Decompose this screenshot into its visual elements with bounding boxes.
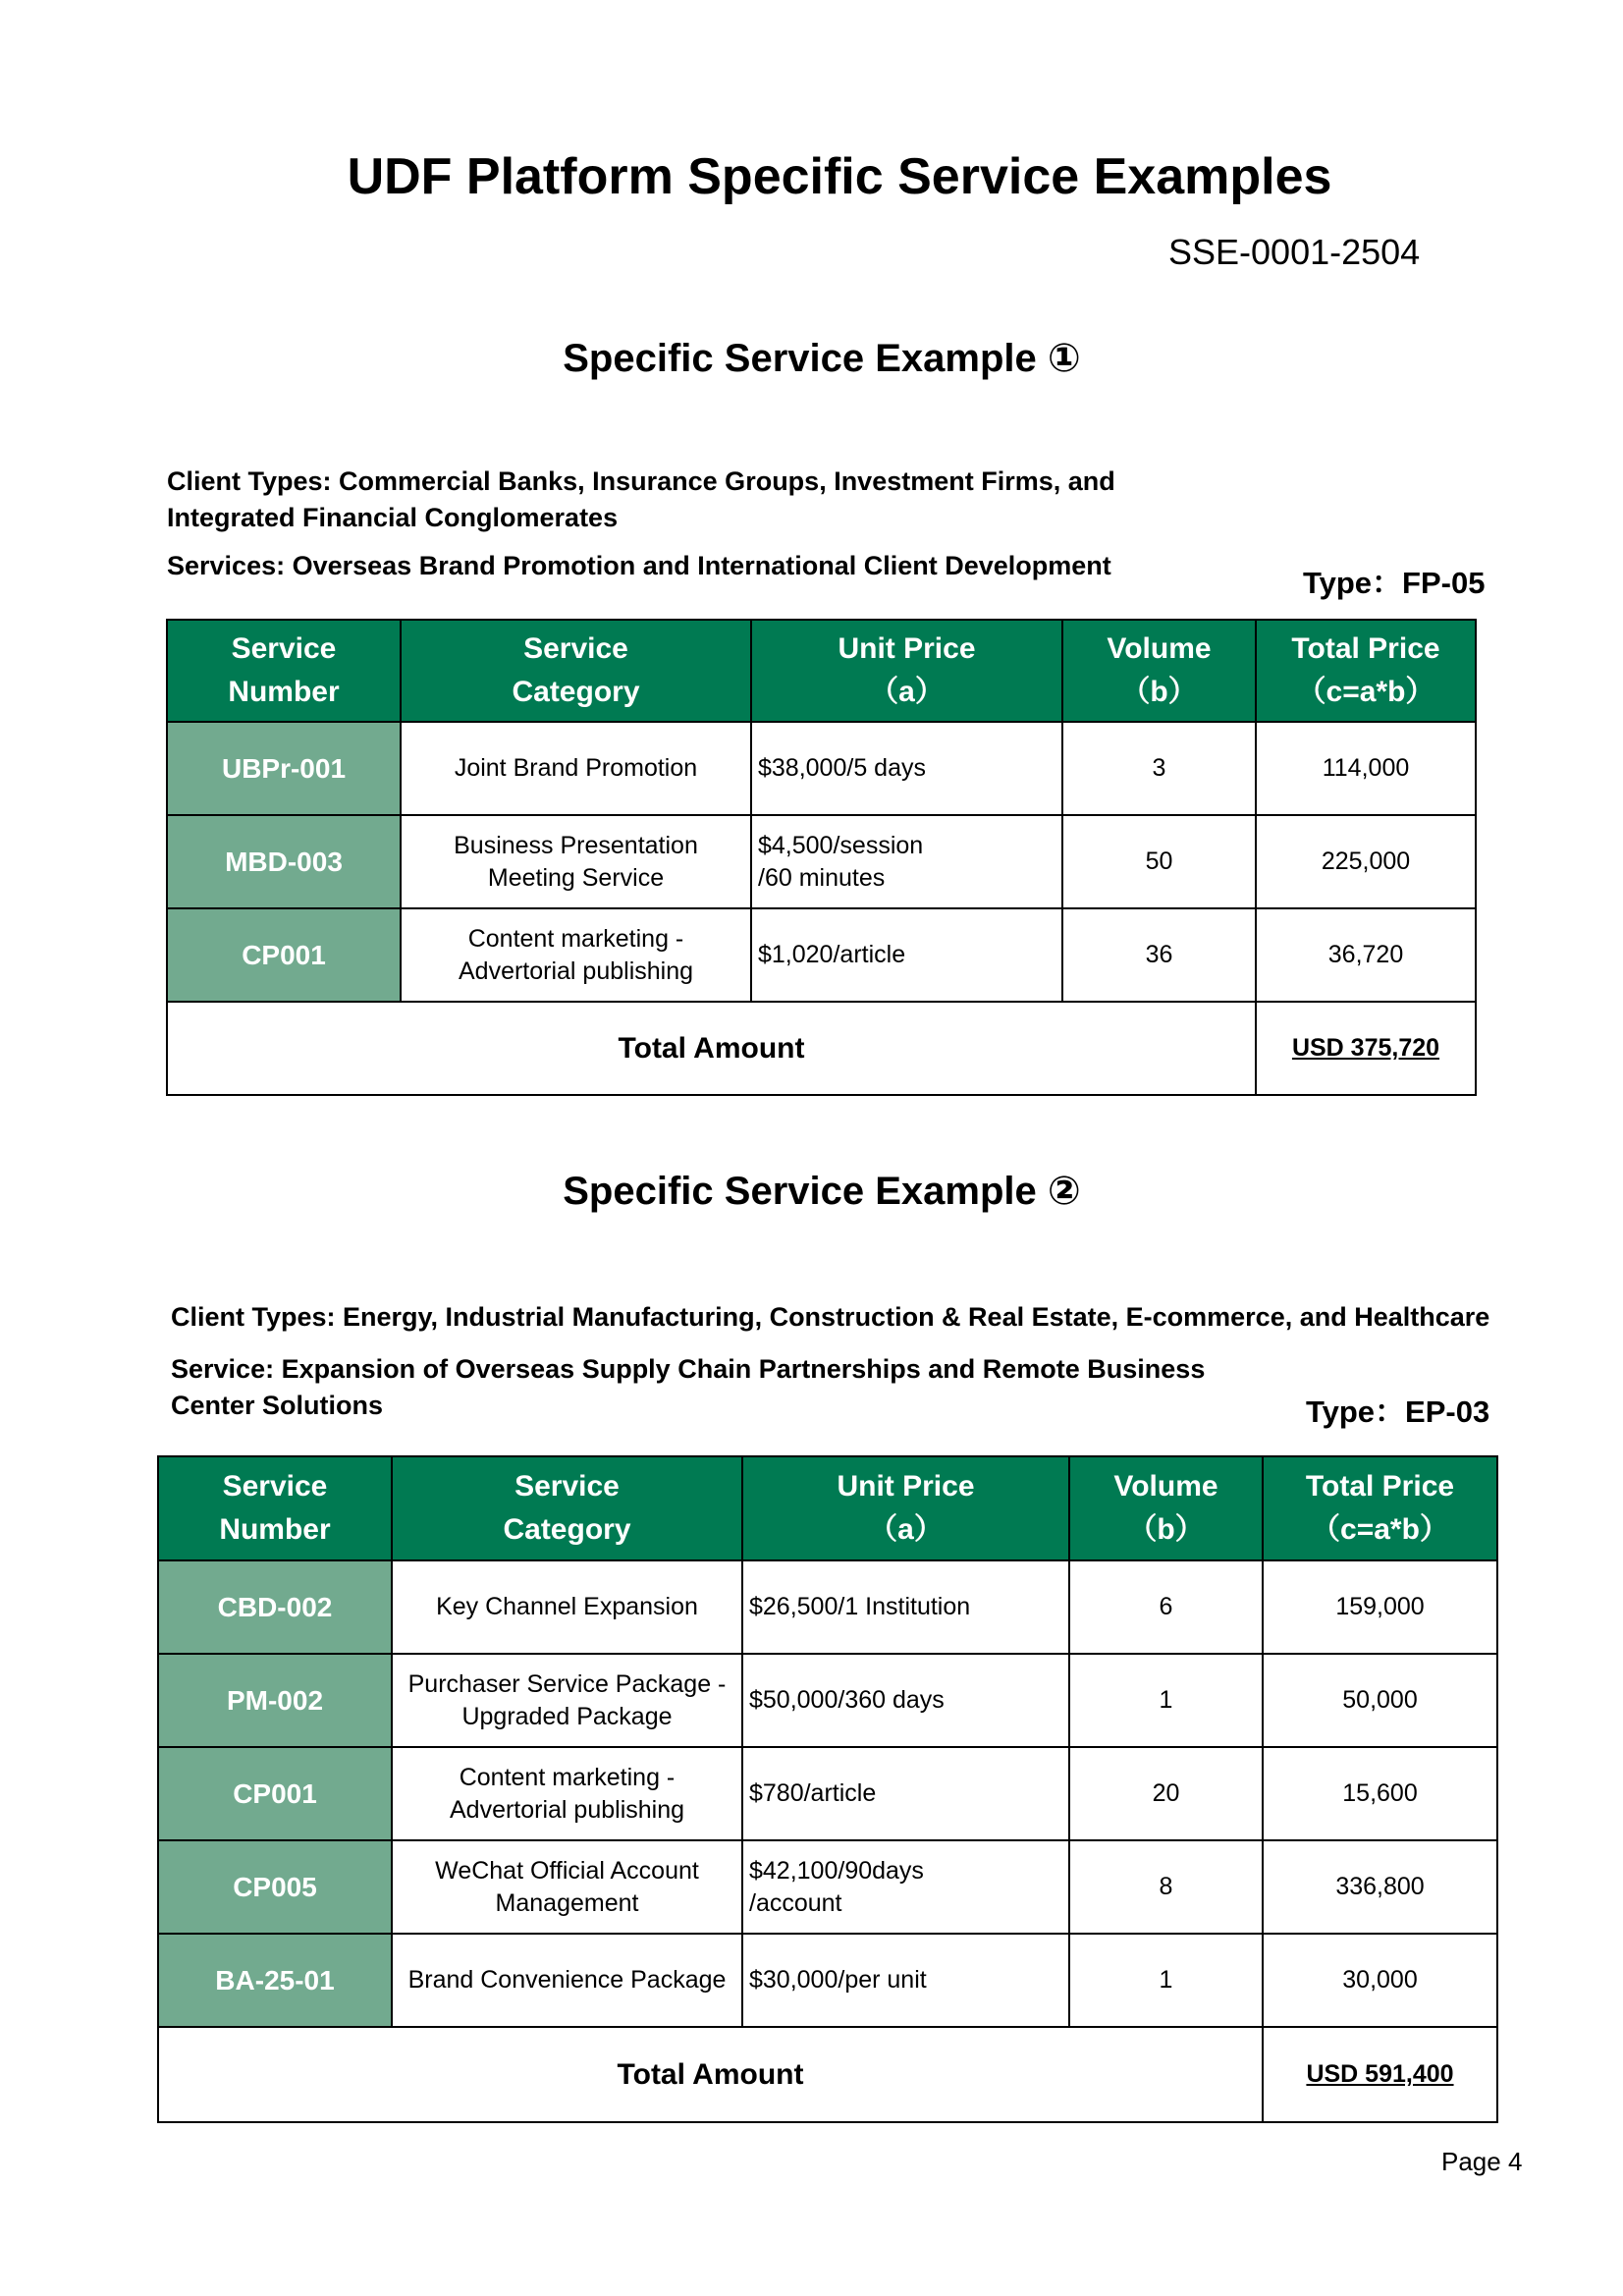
table-row — [158, 1560, 1497, 1654]
unit-price-cell: $30,000/per unit — [742, 1934, 1069, 2027]
header-total-price: Total Price （c=a*b） — [1256, 620, 1476, 722]
total-amount-label: Total Amount — [167, 1002, 1256, 1095]
service-category-cell: Content marketing - Advertorial publishing — [392, 1747, 742, 1840]
unit-price-cell: $780/article — [742, 1747, 1069, 1840]
service-number-cell: CP001 — [167, 908, 401, 1002]
total-price-cell: 50,000 — [1263, 1654, 1497, 1747]
header-unit-price: Unit Price （a） — [742, 1456, 1069, 1560]
total-price-cell: 15,600 — [1263, 1747, 1497, 1840]
example-2-title: Specific Service Example ② — [563, 1170, 1081, 1213]
volume-cell: 20 — [1069, 1747, 1263, 1840]
client-types-line: Integrated Financial Conglomerates — [167, 503, 619, 532]
total-price-cell: 36,720 — [1256, 908, 1476, 1002]
volume-cell: 36 — [1062, 908, 1256, 1002]
services-line: Service: Expansion of Overseas Supply Chain Partnerships and Remote Business — [171, 1354, 1206, 1384]
table-row — [158, 1934, 1497, 2027]
document-code: SSE-0001-2504 — [1168, 232, 1421, 272]
total-price-cell: 30,000 — [1263, 1934, 1497, 2027]
service-number-cell: CBD-002 — [158, 1560, 392, 1654]
service-category-cell: Content marketing - Advertorial publishing — [401, 908, 751, 1002]
service-number-cell: BA-25-01 — [158, 1934, 392, 2027]
service-number-cell: CP005 — [158, 1840, 392, 1934]
header-volume: Volume （b） — [1069, 1456, 1263, 1560]
total-row — [167, 1002, 1476, 1095]
client-types-line: Client Types: Energy, Industrial Manufacturing, Construction & Real Estate, E-commerce, and Healthcare — [171, 1302, 1490, 1332]
total-amount-label: Total Amount — [158, 2027, 1263, 2122]
total-price-cell: 225,000 — [1256, 815, 1476, 908]
volume-cell: 3 — [1062, 722, 1256, 815]
total-amount-value: USD 375,720 — [1256, 1002, 1476, 1095]
header-service-category: Service Category — [392, 1456, 742, 1560]
example-1-type: Type：FP-05 — [1303, 566, 1486, 600]
example-2-services — [171, 1351, 1205, 1424]
header-service-category: Service Category — [401, 620, 751, 722]
example-2-type: Type：EP-03 — [1306, 1394, 1490, 1429]
total-amount-value: USD 591,400 — [1263, 2027, 1497, 2122]
service-number-cell: PM-002 — [158, 1654, 392, 1747]
example-1-table — [166, 619, 1477, 1096]
service-category-cell: Brand Convenience Package — [392, 1934, 742, 2027]
header-service-number: Service Number — [158, 1456, 392, 1560]
service-number-cell: CP001 — [158, 1747, 392, 1840]
table-row — [167, 908, 1476, 1002]
unit-price-cell: $26,500/1 Institution — [742, 1560, 1069, 1654]
service-number-cell: MBD-003 — [167, 815, 401, 908]
unit-price-cell: $1,020/article — [751, 908, 1062, 1002]
total-price-cell: 114,000 — [1256, 722, 1476, 815]
page-number: Page 4 — [1441, 2147, 1523, 2176]
service-category-cell: Key Channel Expansion — [392, 1560, 742, 1654]
total-price-cell: 336,800 — [1263, 1840, 1497, 1934]
header-unit-price: Unit Price （a） — [751, 620, 1062, 722]
services-line: Center Solutions — [171, 1391, 384, 1420]
example-1-title: Specific Service Example ① — [563, 337, 1081, 380]
table-row — [158, 1840, 1497, 1934]
unit-price-cell: $50,000/360 days — [742, 1654, 1069, 1747]
volume-cell: 6 — [1069, 1560, 1263, 1654]
volume-cell: 8 — [1069, 1840, 1263, 1934]
service-category-cell: WeChat Official Account Management — [392, 1840, 742, 1934]
volume-cell: 50 — [1062, 815, 1256, 908]
header-volume: Volume （b） — [1062, 620, 1256, 722]
document-title: UDF Platform Specific Service Examples — [347, 148, 1332, 205]
example-1-client-types — [167, 464, 1115, 536]
table-header-row — [167, 620, 1476, 722]
service-category-cell: Purchaser Service Package - Upgraded Package — [392, 1654, 742, 1747]
example-2-client-types — [171, 1299, 1489, 1336]
unit-price-cell: $4,500/session /60 minutes — [751, 815, 1062, 908]
table-row — [167, 722, 1476, 815]
client-types-line: Client Types: Commercial Banks, Insurance Groups, Investment Firms, and — [167, 466, 1115, 496]
header-total-price: Total Price （c=a*b） — [1263, 1456, 1497, 1560]
unit-price-cell: $42,100/90days /account — [742, 1840, 1069, 1934]
table-header-row — [158, 1456, 1497, 1560]
service-category-cell: Joint Brand Promotion — [401, 722, 751, 815]
service-number-cell: UBPr-001 — [167, 722, 401, 815]
unit-price-cell: $38,000/5 days — [751, 722, 1062, 815]
table-row — [158, 1747, 1497, 1840]
volume-cell: 1 — [1069, 1934, 1263, 2027]
header-service-number: Service Number — [167, 620, 401, 722]
volume-cell: 1 — [1069, 1654, 1263, 1747]
service-category-cell: Business Presentation Meeting Service — [401, 815, 751, 908]
example-1-services — [167, 548, 1111, 584]
services-line: Services: Overseas Brand Promotion and International Client Development — [167, 551, 1111, 580]
table-row — [158, 1654, 1497, 1747]
total-row — [158, 2027, 1497, 2122]
example-2-table — [157, 1455, 1498, 2123]
total-price-cell: 159,000 — [1263, 1560, 1497, 1654]
table-row — [167, 815, 1476, 908]
